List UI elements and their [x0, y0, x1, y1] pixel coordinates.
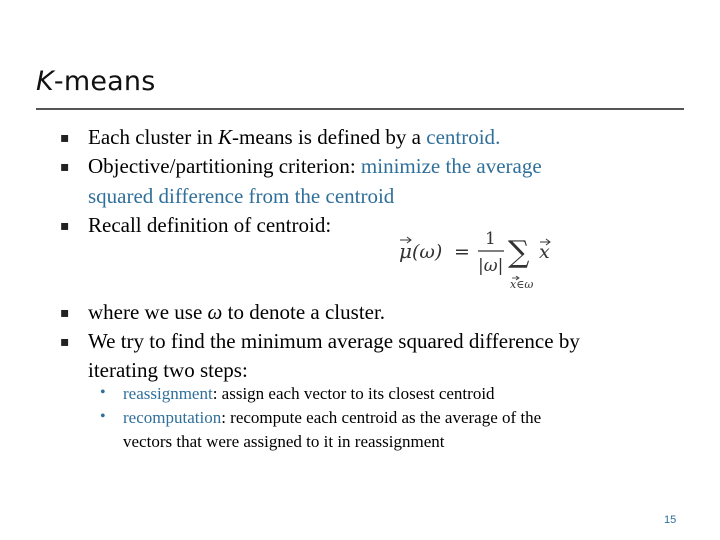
page-number: 15	[664, 514, 677, 526]
sub-bullet-line	[123, 385, 495, 402]
text-segment: .	[495, 125, 501, 149]
text-segment: iterating two steps:	[88, 358, 248, 382]
slide-title	[36, 66, 156, 97]
square-bullet-icon: ▪	[60, 218, 70, 234]
text-segment: minimize the average	[360, 154, 542, 178]
square-bullet-icon: ▪	[60, 334, 70, 350]
square-bullet-icon: ▪	[60, 305, 70, 321]
text-segment: K	[218, 125, 233, 149]
text-segment: We try to find the minimum average squared difference by	[88, 329, 580, 353]
formula-lhs-arg: (ω)	[412, 241, 443, 263]
text-segment: : recompute each centroid as the average of the	[221, 408, 542, 427]
bullet-line	[88, 331, 580, 352]
text-segment: recomputation	[123, 408, 222, 427]
square-bullet-icon: ▪	[60, 130, 70, 146]
formula-numerator: 1	[485, 229, 496, 249]
text-segment: squared difference from the centroid	[88, 184, 395, 208]
text-segment: where we use	[88, 300, 208, 324]
dot-bullet-icon: •	[100, 408, 106, 425]
title-divider	[36, 108, 684, 110]
bullet-line	[88, 127, 500, 148]
title-rest: -means	[53, 66, 156, 97]
text-segment: reassignment	[123, 384, 213, 403]
formula-sum-index: x∈ω	[510, 278, 534, 291]
text-segment: -means is defined by a	[232, 125, 427, 149]
bullet-line	[88, 156, 542, 177]
square-bullet-icon: ▪	[60, 159, 70, 175]
formula-sum: ∑	[508, 235, 530, 270]
centroid-formula	[396, 226, 556, 294]
bullet-line	[88, 302, 385, 323]
text-segment: centroid	[426, 125, 496, 149]
text-segment: Each cluster in	[88, 125, 219, 149]
title-k: K	[36, 66, 54, 97]
text-segment: ω	[207, 300, 223, 324]
bullet-line	[88, 215, 331, 236]
dot-bullet-icon: •	[100, 384, 106, 401]
text-segment: Objective/partitioning criterion:	[88, 154, 361, 178]
formula-equals: =	[454, 241, 470, 263]
text-segment: to denote a cluster.	[222, 300, 386, 324]
text-segment: : assign each vector to its closest centroid	[212, 384, 495, 403]
bullet-line	[88, 186, 394, 207]
sub-bullet-line	[123, 433, 445, 450]
bullet-line	[88, 360, 248, 381]
formula-summand: x	[539, 241, 550, 263]
sub-bullet-line	[123, 409, 541, 426]
formula-denominator: |ω|	[478, 256, 504, 276]
formula-mu: μ	[399, 239, 412, 263]
text-segment: vectors that were assigned to it in reassignment	[123, 432, 445, 451]
text-segment: Recall definition of centroid:	[88, 213, 332, 237]
